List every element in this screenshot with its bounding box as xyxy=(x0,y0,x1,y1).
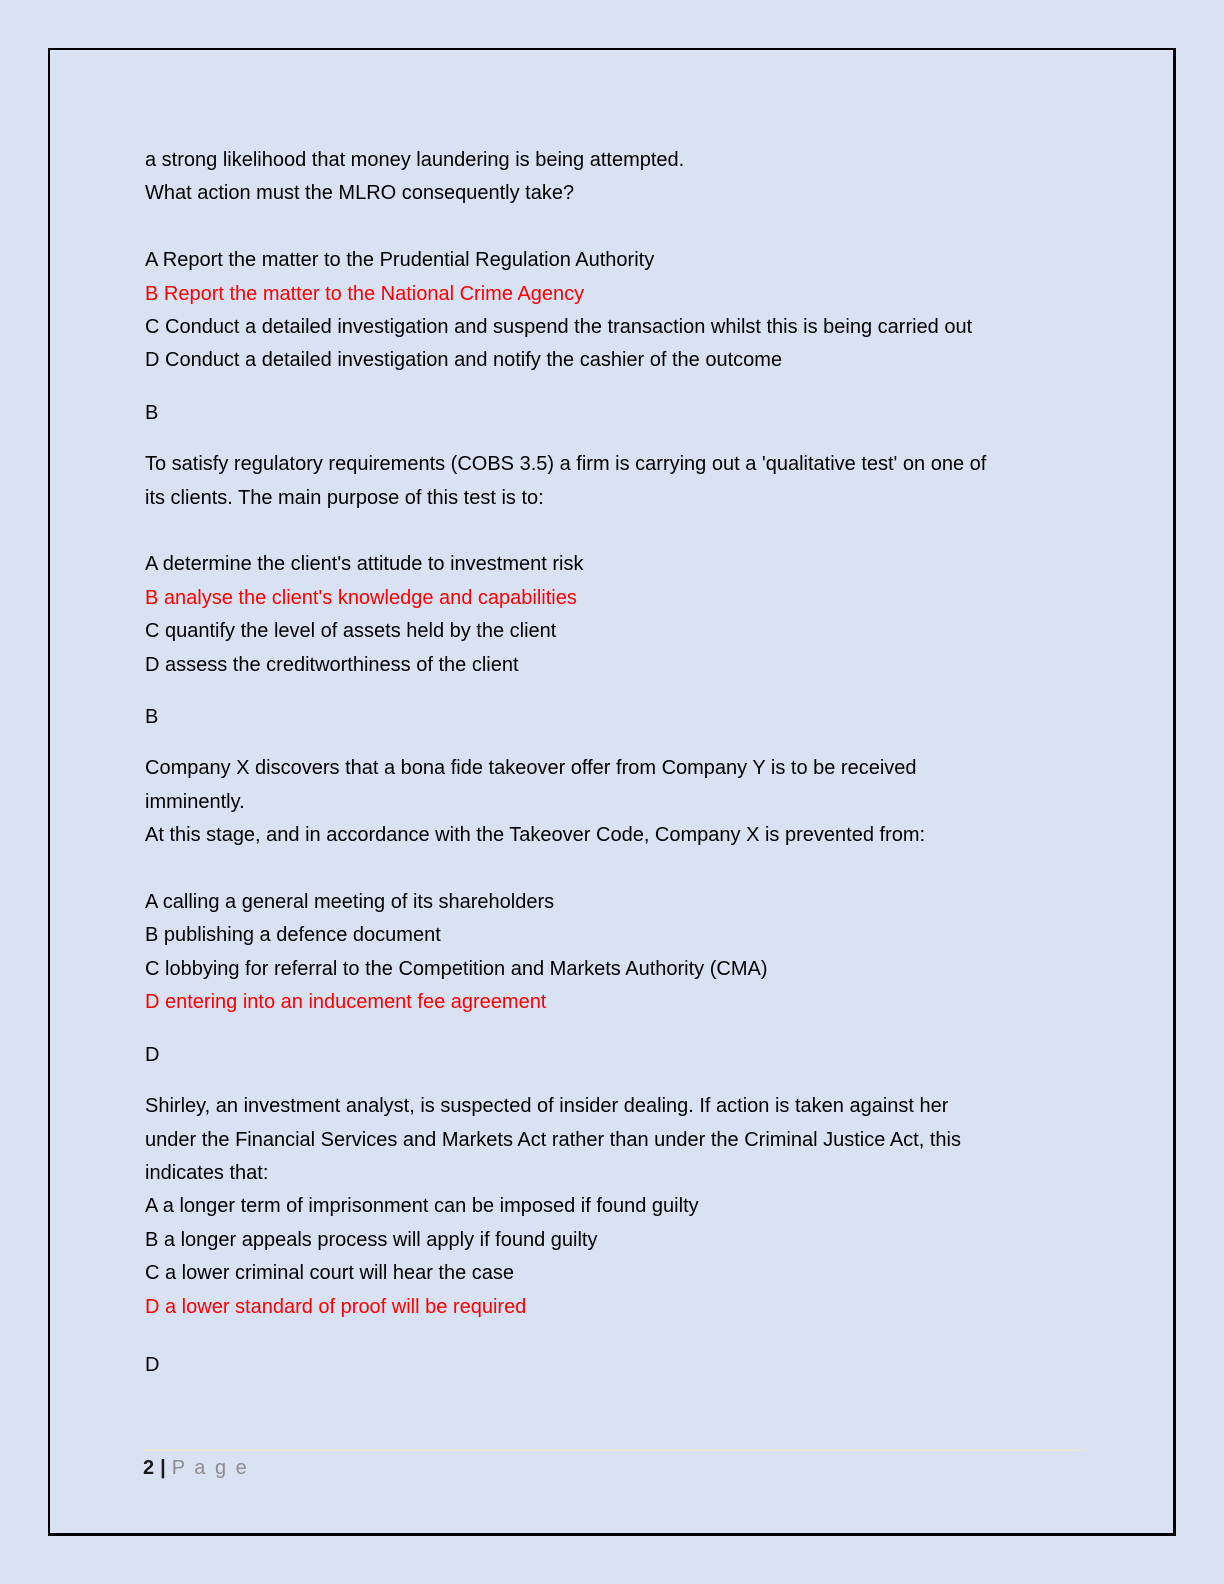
question-4-option-c: C a lower criminal court will hear the case xyxy=(145,1262,515,1285)
question-3-answer: D xyxy=(145,1043,160,1066)
question-3-option-b: B publishing a defence document xyxy=(145,924,441,947)
question-4-option-b: B a longer appeals process will apply if found guilty xyxy=(145,1228,598,1251)
question-1-stem-line: a strong likelihood that money laundering is being attempted. xyxy=(145,149,685,171)
question-2-option-d: D assess the creditworthiness of the client xyxy=(145,653,519,676)
question-4-answer: D xyxy=(145,1353,160,1376)
question-4-option-d-highlighted: D a lower standard of proof will be required xyxy=(145,1295,527,1318)
footer-page-label: P a g e xyxy=(171,1457,249,1479)
question-2-option-b-highlighted: B analyse the client's knowledge and capabilities xyxy=(145,586,577,609)
question-1-stem-line: What action must the MLRO consequently take? xyxy=(145,182,575,205)
question-1-option-a: A Report the matter to the Prudential Regulation Authority xyxy=(145,249,655,272)
question-3-stem-line: Company X discovers that a bona fide takeover offer from Company Y is to be received xyxy=(145,757,917,780)
page-footer xyxy=(143,1452,249,1485)
question-2-answer: B xyxy=(145,706,159,729)
question-2-stem-line: To satisfy regulatory requirements (COBS 3.5) a firm is carrying out a 'qualitative test' on one of xyxy=(145,453,987,476)
document-body xyxy=(145,144,1145,1382)
question-2-option-a: A determine the client's attitude to investment risk xyxy=(145,553,584,576)
question-3-stem-line: imminently. xyxy=(145,790,245,813)
question-4-stem-line: indicates that: xyxy=(145,1161,269,1184)
page-border-frame xyxy=(48,48,1176,1536)
question-4-stem-line: under the Financial Services and Markets Act rather than under the Criminal Justice Act, this xyxy=(145,1128,961,1151)
question-1-option-d: D Conduct a detailed investigation and notify the cashier of the outcome xyxy=(145,349,783,372)
question-4-stem-line: Shirley, an investment analyst, is suspected of insider dealing. If action is taken against her xyxy=(145,1095,949,1118)
question-3-stem-line: At this stage, and in accordance with the Takeover Code, Company X is prevented from: xyxy=(145,824,926,847)
question-3-option-d-highlighted: D entering into an inducement fee agreement xyxy=(145,991,547,1014)
footer-page-number: 2 xyxy=(143,1457,155,1479)
question-1-answer: B xyxy=(145,401,159,424)
footer-divider-rule xyxy=(143,1449,1085,1451)
question-2-option-c: C quantify the level of assets held by the client xyxy=(145,620,557,643)
question-4-option-a: A a longer term of imprisonment can be imposed if found guilty xyxy=(145,1195,699,1218)
question-3-option-c: C lobbying for referral to the Competition and Markets Authority (CMA) xyxy=(145,957,768,980)
question-3-option-a: A calling a general meeting of its shareholders xyxy=(145,891,555,914)
question-1-option-b-highlighted: B Report the matter to the National Crime Agency xyxy=(145,282,585,305)
question-1-option-c: C Conduct a detailed investigation and suspend the transaction whilst this is being carried out xyxy=(145,316,973,339)
question-2-stem-line: its clients. The main purpose of this test is to: xyxy=(145,486,544,509)
footer-separator: | xyxy=(160,1457,166,1479)
